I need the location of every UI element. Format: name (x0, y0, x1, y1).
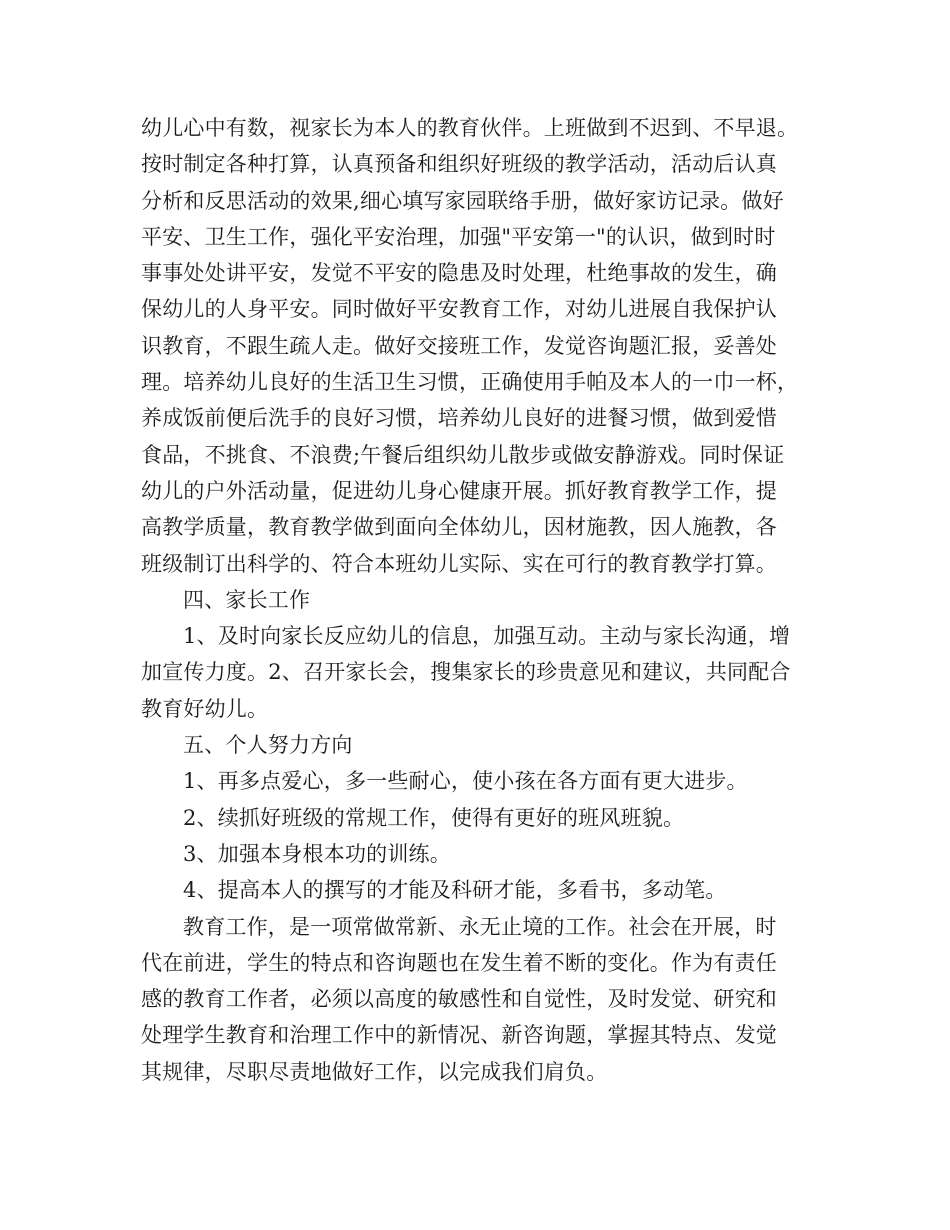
text-line: 理。培养幼儿良好的生活卫生习惯，正确使用手帕及本人的一巾一杯， (141, 370, 799, 395)
section-heading-personal-direction: 五、个人努力方向 (183, 733, 353, 758)
text-line: 教育工作，是一项常做常新、永无止境的工作。社会在开展，时 (183, 914, 777, 939)
text-line: 养成饭前便后洗手的良好习惯，培养幼儿良好的进餐习惯，做到爱惜 (141, 406, 777, 431)
text-line: 1、及时向家长反应幼儿的信息，加强互动。主动与家长沟通，增 (183, 624, 791, 649)
text-line: 处理学生教育和治理工作中的新情况、新咨询题，掌握其特点、发觉 (141, 1023, 777, 1048)
text-line: 幼儿心中有数，视家长为本人的教育伙伴。上班做到不迟到、不早退。 (141, 116, 799, 140)
text-line: 食品，不挑食、不浪费;午餐后组织幼儿散步或做安静游戏。同时保证 (141, 442, 785, 467)
text-line: 高教学质量，教育教学做到面向全体幼儿，因材施教，因人施教，各 (141, 515, 777, 540)
text-line: 代在前进，学生的特点和咨询题也在发生着不断的变化。作为有责任 (141, 950, 777, 975)
list-item: 4、提高本人的撰写的才能及科研才能，多看书，多动笔。 (183, 878, 727, 903)
list-item: 1、再多点爱心，多一些耐心，使小孩在各方面有更大进步。 (183, 769, 748, 794)
text-line: 事事处处讲平安，发觉不平安的隐患及时处理，杜绝事故的发生，确 (141, 261, 777, 286)
text-line: 保幼儿的人身平安。同时做好平安教育工作，对幼儿进展自我保护认 (141, 297, 777, 322)
text-line: 教育好幼儿。 (141, 696, 269, 721)
text-line: 班级制订出科学的、符合本班幼儿实际、实在可行的教育教学打算。 (141, 551, 777, 576)
text-line: 感的教育工作者，必须以高度的敏感性和自觉性，及时发觉、研究和 (141, 987, 777, 1012)
section-heading-parent-work: 四、家长工作 (183, 587, 311, 612)
text-line: 分析和反思活动的效果,细心填写家园联络手册，做好家访记录。做好 (141, 188, 784, 213)
text-line: 按时制定各种打算，认真预备和组织好班级的教学活动，活动后认真 (141, 152, 777, 177)
document-body (141, 110, 831, 1090)
list-item: 3、加强本身根本功的训练。 (183, 841, 451, 866)
text-line: 其规律，尽职尽责地做好工作，以完成我们肩负。 (141, 1059, 608, 1084)
text-line: 加宣传力度。2、召开家长会，搜集家长的珍贵意见和建议，共同配合 (141, 660, 791, 685)
text-line: 幼儿的户外活动量，促进幼儿身心健康开展。抓好教育教学工作，提 (141, 478, 777, 503)
list-item: 2、续抓好班级的常规工作，使得有更好的班风班貌。 (183, 805, 685, 830)
text-line: 识教育，不跟生疏人走。做好交接班工作，发觉咨询题汇报，妥善处 (141, 333, 777, 358)
text-line: 平安、卫生工作，强化平安治理，加强"平安第一"的认识，做到时时 (141, 224, 776, 249)
